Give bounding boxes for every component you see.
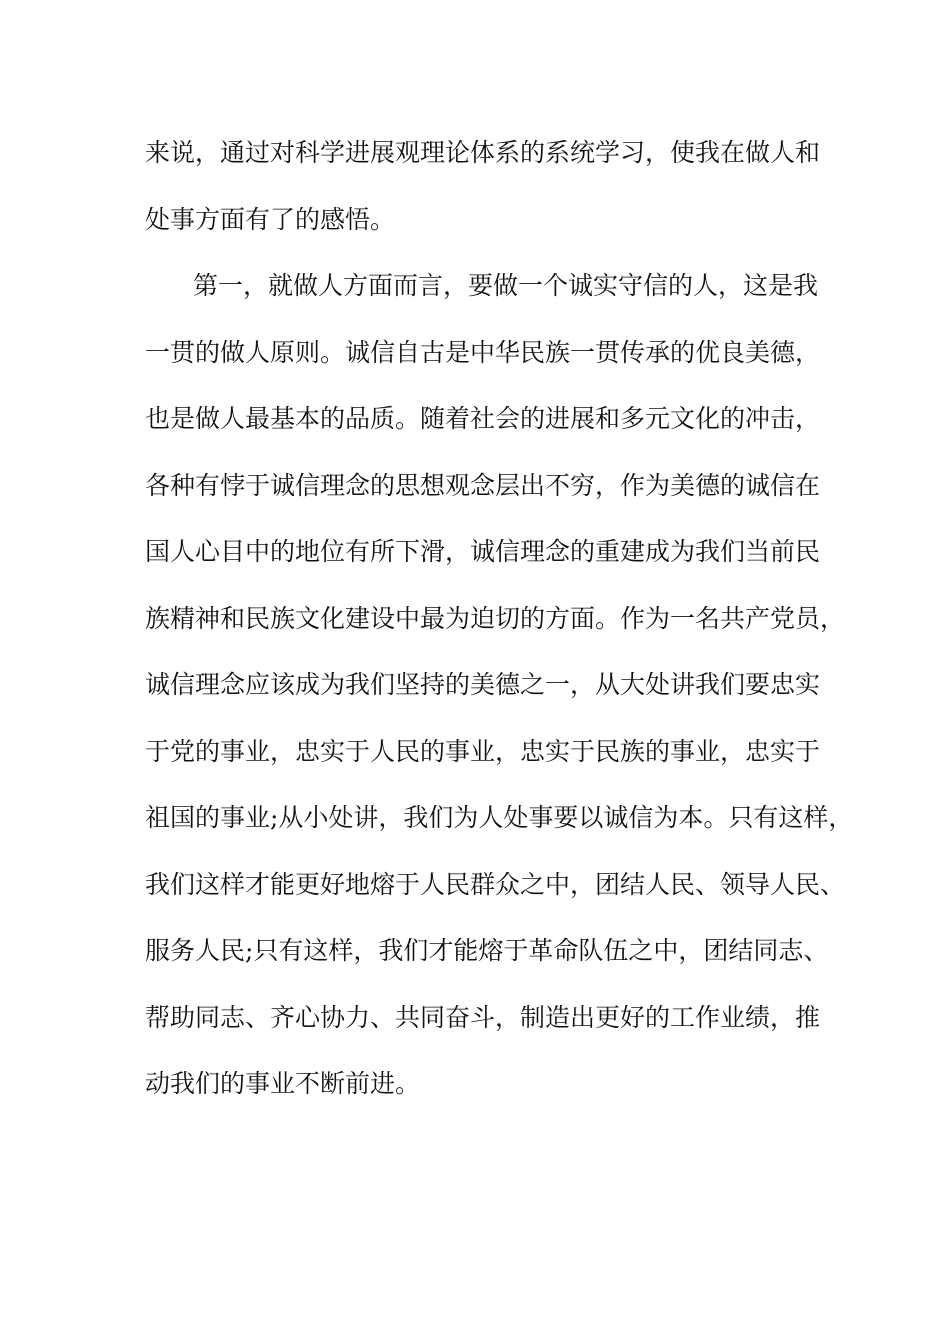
- text-line: 一贯的做人原则。诚信自古是中华民族一贯传承的优良美德，: [145, 337, 821, 367]
- text-line: 也是做人最基本的品质。随着社会的进展和多元文化的冲击，: [145, 404, 821, 433]
- text-line: 动我们的事业不断前进。: [145, 1069, 421, 1098]
- text-line: 我们这样才能更好地熔于人民群众之中，团结人民、领导人民、: [145, 869, 846, 899]
- text-line: 处事方面有了的感悟。: [145, 204, 396, 234]
- text-line: 国人心目中的地位有所下滑，诚信理念的重建成为我们当前民: [145, 537, 821, 566]
- text-line: 来说，通过对科学进展观理论体系的系统学习，使我在做人和: [145, 138, 821, 167]
- text-line: 各种有悖于诚信理念的思想观念层出不穷，作为美德的诚信在: [145, 470, 821, 500]
- text-line: 于党的事业，忠实于人民的事业，忠实于民族的事业，忠实于: [145, 736, 821, 766]
- text-line: 服务人民;只有这样，我们才能熔于革命队伍之中，团结同志、: [145, 936, 829, 965]
- body-text: [145, 126, 854, 1124]
- text-line: 帮助同志、齐心协力、共同奋斗，制造出更好的工作业绩，推: [145, 1002, 821, 1032]
- text-line: 族精神和民族文化建设中最为迫切的方面。作为一名共产党员，: [145, 603, 846, 633]
- text-line: 诚信理念应该成为我们坚持的美德之一，从大处讲我们要忠实: [145, 670, 821, 699]
- paragraph-first-line: 第一，就做人方面而言，要做一个诚实守信的人，这是我: [193, 271, 819, 300]
- text-line: 祖国的事业;从小处讲，我们为人处事要以诚信为本。只有这样，: [145, 803, 854, 832]
